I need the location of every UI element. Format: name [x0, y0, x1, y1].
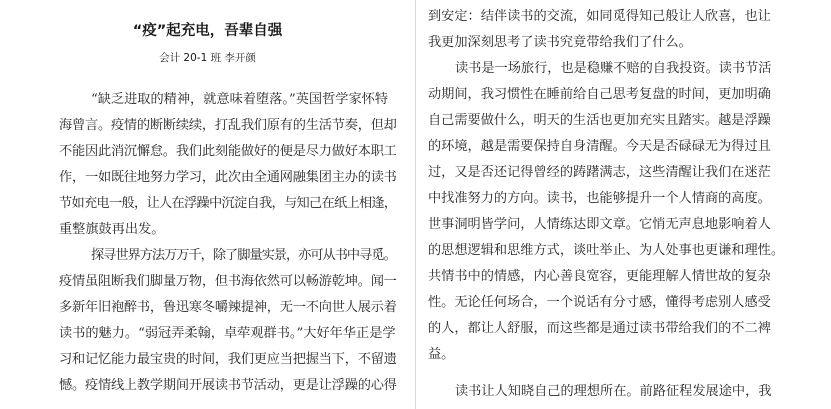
right-line-13: 的人，都让人舒服，而这些都是通过读书带给我们的不二裨 — [428, 321, 771, 336]
left-line-7: 探寻世界方法万万千，除了脚量实景，亦可从书中寻觅。 — [91, 248, 396, 263]
left-line-5: 节如充电一般，让人在浮躁中沉淀自我，与知己在纸上相逢， — [59, 196, 397, 211]
left-line-9: 多新年旧袍醉书，鲁迅寒冬嚼辣提神，无一不向世人展示着 — [59, 300, 397, 315]
right-line-5: 自己需要做什么，明天的生活也更加充实且踏实。越是浮躁 — [428, 113, 771, 128]
left-line-10: 读书的魅力。“弱冠弄柔翰，卓荦观群书。”大好年华正是学 — [59, 326, 396, 341]
right-line-9: 世事洞明皆学问，人情练达即文章。它悄无声息地影响着人 — [428, 217, 771, 232]
left-line-6: 重整旗鼓再出发。 — [59, 222, 165, 237]
right-line-14: 益。 — [428, 347, 455, 362]
left-line-8: 疫情虽阻断我们脚量万物，但书海依然可以畅游乾坤。闻一 — [59, 274, 397, 289]
left-line-4: 作，一如既往地努力学习，此次由全通网融集团主办的读书 — [59, 170, 397, 185]
left-line-12: 憾。疫情线上教学期间开展读书节活动，更是让浮躁的心得 — [59, 378, 397, 393]
right-page — [416, 0, 831, 409]
right-line-11: 共情书中的情感，内心善良宽容，更能理解人情世故的复杂 — [428, 269, 771, 284]
essay-title: “疫”起充电，吾辈自强 — [132, 23, 283, 39]
right-line-12: 性。无论任何场合，一个说话有分寸感，懂得考虑别人感受 — [428, 295, 771, 310]
left-line-2: 海曾言。疫情的断断续续，打乱我们原有的生活节奏，但却 — [59, 118, 397, 133]
right-line-6: 的环境，越是需要保持自身清醒。今天是否碌碌无为得过且 — [428, 139, 771, 154]
left-line-3: 不能因此消沉懈怠。我们此刻能做好的便是尽力做好本职工 — [59, 144, 397, 159]
author-byline: 会计 20-1 班 李开颜 — [159, 52, 256, 64]
left-line-1: “缺乏进取的精神，就意味着堕落。”英国哲学家怀特 — [91, 92, 389, 107]
right-line-8: 中找准努力的方向。读书，也能够提升一个人情商的高度。 — [428, 191, 771, 206]
right-line-15: 读书让人知晓自己的理想所在。前路征程发展途中，我 — [455, 384, 772, 399]
right-line-2: 我更加深刻思考了读书究竟带给我们了什么。 — [428, 35, 692, 50]
right-line-3: 读书是一场旅行，也是稳赚不赔的自我投资。读书节活 — [455, 61, 772, 76]
right-line-10: 的思想逻辑和思维方式，谈吐举止、为人处事也更谦和理性。 — [428, 243, 785, 258]
right-line-1: 到安定：结伴读书的交流，如同觅得知己般让人欣喜，也让 — [428, 9, 771, 24]
left-line-11: 习和记忆能力最宝贵的时间，我们更应当把握当下，不留遗 — [59, 352, 397, 367]
right-line-7: 过，又是否还记得曾经的踌躇满志，这些清醒让我们在迷茫 — [428, 165, 771, 180]
right-line-4: 动期间，我习惯性在睡前给自己思考复盘的时间，更加明确 — [428, 87, 771, 102]
left-page — [0, 0, 415, 409]
